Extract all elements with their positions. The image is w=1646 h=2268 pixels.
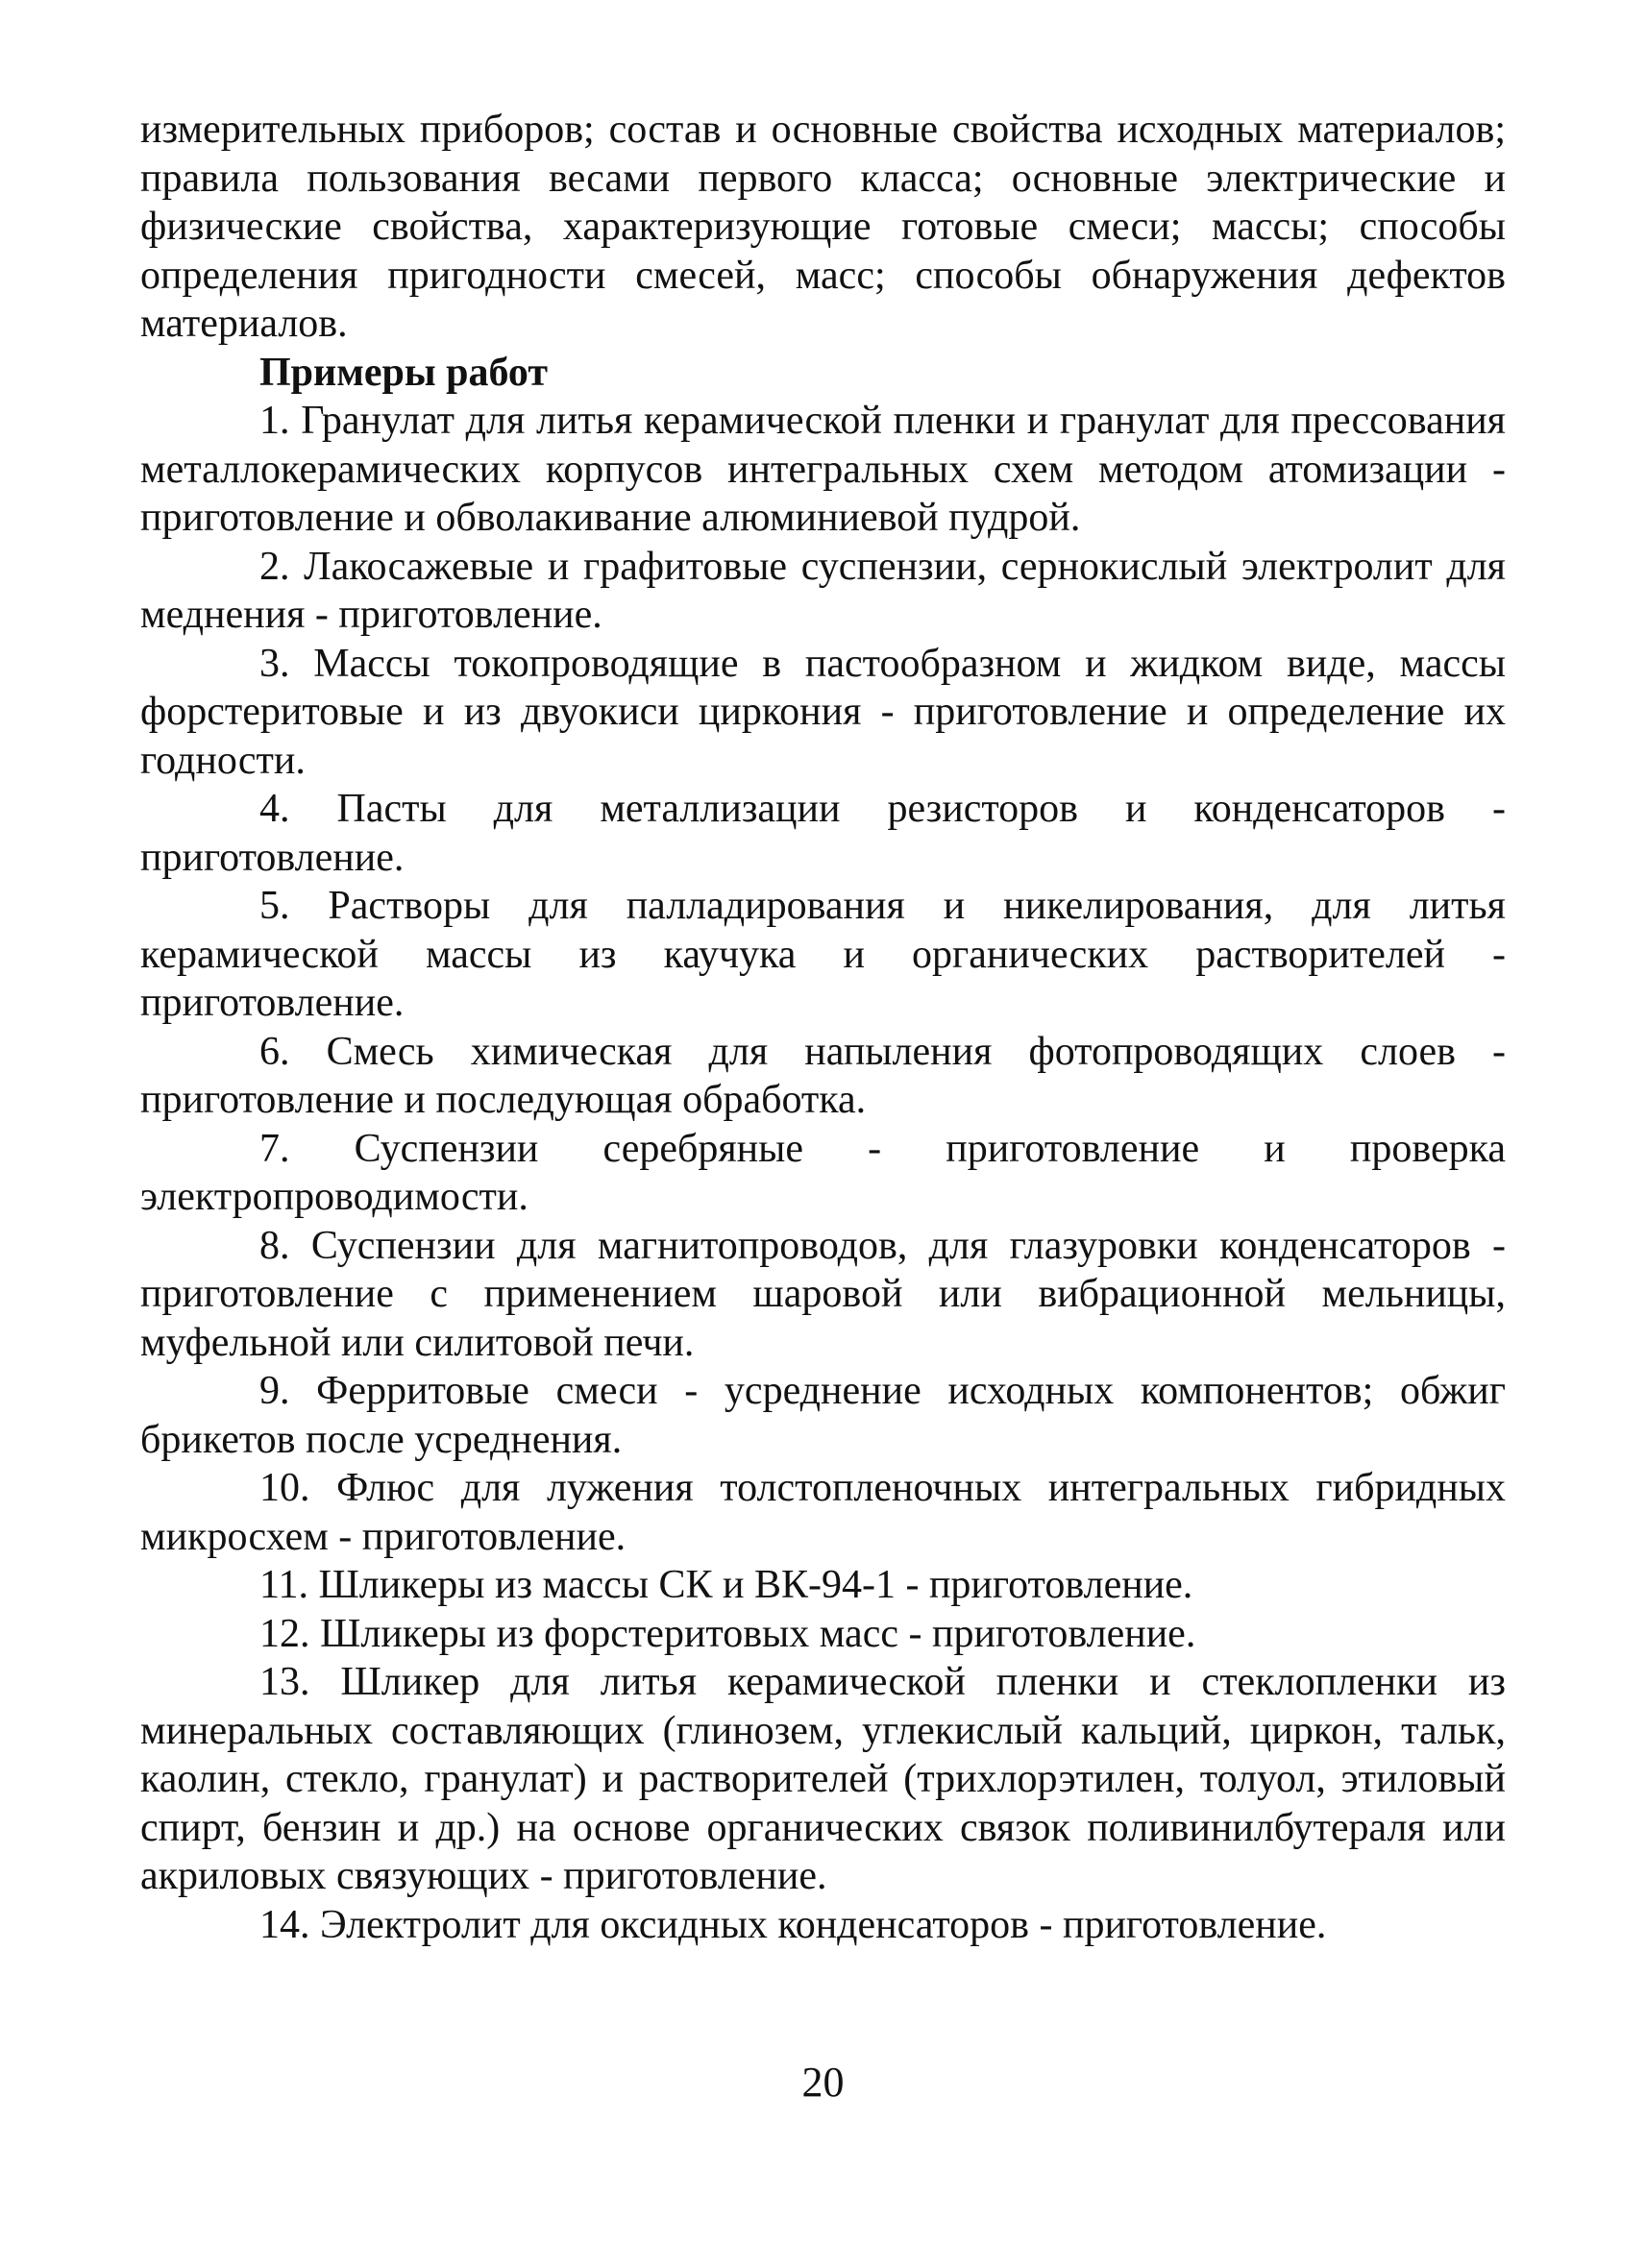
list-item: 12. Шликеры из форстеритовых масс - приготовление. — [259, 1611, 1196, 1656]
list-item: 2. Лакосажевые и графитовые суспензии, сернокислый электролит для меднения - приготовление. — [140, 544, 1506, 637]
list-item: 5. Растворы для палладирования и никелирования, для литья керамической массы из каучука и органических растворителей - приготовление. — [140, 884, 1506, 1025]
section-heading: Примеры работ — [259, 350, 549, 395]
list-item: 1. Гранулат для литья керамической пленки и гранулат для прессования металлокерамических корпусов интегральных схем методом атомизации - приготовление и обволакивание алюминиевой пудрой. — [140, 399, 1506, 540]
list-item: 3. Массы токопроводящие в пастообразном и жидком виде, массы форстеритовые и из двуокиси циркония - приготовление и определение их годности. — [140, 641, 1506, 783]
list-item: 10. Флюс для лужения толстопленочных интегральных гибридных микросхем - приготовление. — [140, 1466, 1506, 1559]
list-item: 11. Шликеры из массы СК и ВК-94-1 - приготовление. — [259, 1563, 1193, 1607]
list-item: 14. Электролит для оксидных конденсаторов - приготовление. — [259, 1902, 1327, 1947]
list-item: 7. Суспензии серебряные - приготовление и проверка электропроводимости. — [140, 1126, 1506, 1219]
list-item: 9. Ферритовые смеси - усреднение исходных компонентов; обжиг брикетов после усреднения. — [140, 1369, 1506, 1462]
list-item: 13. Шликер для литья керамической пленки и стеклопленки из минеральных составляющих (глинозем, углекислый кальций, циркон, тальк, каолин, стекло, гранулат) и растворителей (трихлорэтилен, толуол, этиловый спирт, бензин и др.) на основе органических связок поливинилбутераля или акриловых связующих - приготовление. — [140, 1660, 1506, 1898]
list-item: 4. Пасты для металлизации резисторов и конденсаторов - приготовление. — [140, 787, 1506, 880]
list-item: 6. Смесь химическая для напыления фотопроводящих слоев - приготовление и последующая обработка. — [140, 1029, 1506, 1122]
document-page — [140, 106, 1506, 1949]
intro-paragraph: измерительных приборов; состав и основные свойства исходных материалов; правила пользования весами первого класса; основные электрические и физические свойства, характеризующие готовые смеси; массы; способы определения пригодности смесей, масс; способы обнаружения дефектов материалов. — [140, 108, 1506, 346]
list-item: 8. Суспензии для магнитопроводов, для глазуровки конденсаторов - приготовление с применением шаровой или вибрационной мельницы, муфельной или силитовой печи. — [140, 1223, 1506, 1365]
page-number: 20 — [801, 2059, 845, 2106]
